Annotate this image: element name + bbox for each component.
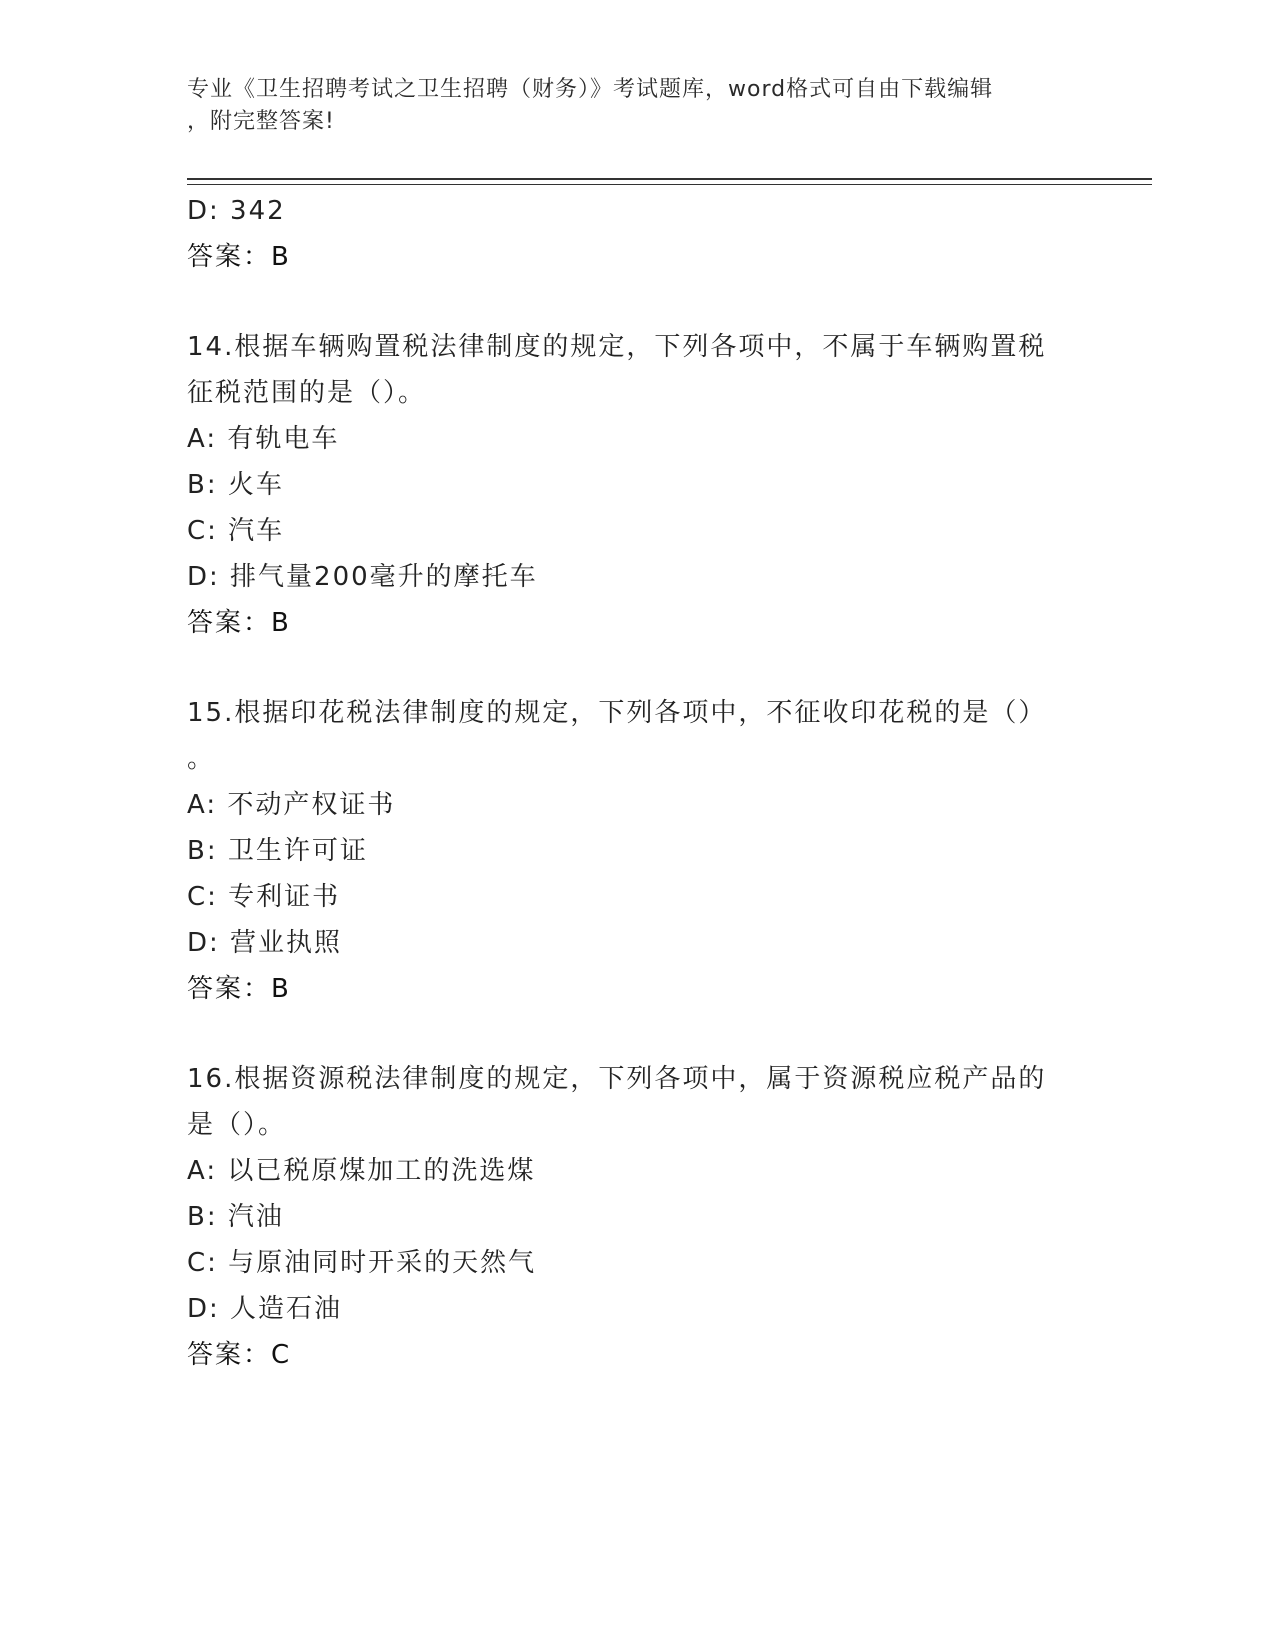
option-b: B: 火车 xyxy=(187,470,284,500)
header-divider-thick xyxy=(187,178,1152,180)
question-stem-line-2: 征税范围的是（）。 xyxy=(187,378,427,408)
answer-line: 答案：B xyxy=(187,974,291,1004)
option-c: C: 汽车 xyxy=(187,516,285,546)
option-c: C: 与原油同时开采的天然气 xyxy=(187,1248,537,1278)
question-16 xyxy=(187,1056,1087,1378)
question-content xyxy=(187,188,1087,1378)
option-d: D: 营业执照 xyxy=(187,928,343,958)
option-b: B: 卫生许可证 xyxy=(187,836,368,866)
answer-line: 答案：B xyxy=(187,608,291,638)
question-15 xyxy=(187,690,1087,1012)
header-line-2: ，附完整答案! xyxy=(187,109,335,134)
header-divider-thin xyxy=(187,184,1152,185)
question-13-tail xyxy=(187,188,1087,280)
question-stem-line-2: 是（）。 xyxy=(187,1110,287,1140)
spacer xyxy=(187,646,1087,690)
question-14 xyxy=(187,324,1087,646)
answer-line: 答案：C xyxy=(187,1340,292,1370)
question-stem-line-2: 。 xyxy=(187,744,216,774)
option-c: C: 专利证书 xyxy=(187,882,341,912)
header-line-1: 专业《卫生招聘考试之卫生招聘（财务）》考试题库，word格式可自由下载编辑 xyxy=(187,77,994,102)
question-stem-line-1: 14.根据车辆购置税法律制度的规定，下列各项中，不属于车辆购置税 xyxy=(187,332,1047,362)
spacer xyxy=(187,280,1087,324)
option-b: B: 汽油 xyxy=(187,1202,284,1232)
answer-line: 答案：B xyxy=(187,242,291,272)
spacer xyxy=(187,1012,1087,1056)
option-d: D: 342 xyxy=(187,196,286,226)
option-a: A: 以已税原煤加工的洗选煤 xyxy=(187,1156,536,1186)
option-a: A: 有轨电车 xyxy=(187,424,340,454)
question-stem-line-1: 16.根据资源税法律制度的规定，下列各项中，属于资源税应税产品的 xyxy=(187,1064,1047,1094)
page-header xyxy=(187,74,1067,138)
option-d: D: 排气量200毫升的摩托车 xyxy=(187,562,538,592)
option-d: D: 人造石油 xyxy=(187,1294,343,1324)
option-a: A: 不动产权证书 xyxy=(187,790,396,820)
question-stem-line-1: 15.根据印花税法律制度的规定，下列各项中，不征收印花税的是（） xyxy=(187,698,1047,728)
